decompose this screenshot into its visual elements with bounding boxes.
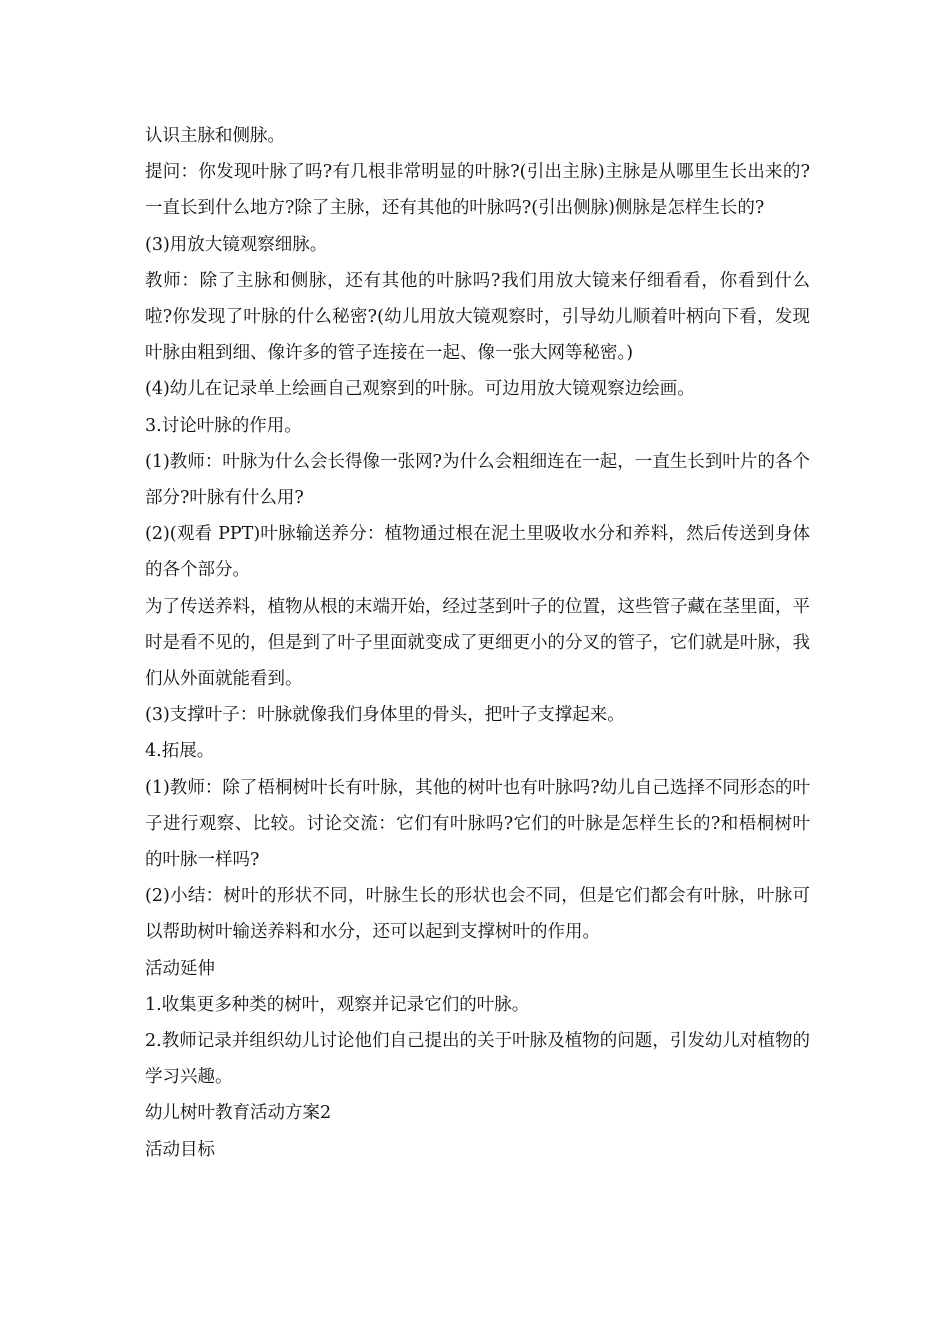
paragraph: (2)小结：树叶的形状不同，叶脉生长的形状也会不同，但是它们都会有叶脉，叶脉可以帮助树叶输送养料和水分，还可以起到支撑树叶的作用。 (145, 886, 810, 943)
section-heading: 活动延伸 (145, 958, 215, 979)
paragraph: 为了传送养料，植物从根的末端开始，经过茎到叶子的位置，这些管子藏在茎里面，平时是看不见的，但是到了叶子里面就变成了更细更小的分叉的管子，它们就是叶脉，我们从外面就能看到。 (145, 596, 810, 690)
paragraph: 认识主脉和侧脉。 (145, 126, 285, 146)
paragraph: 提问：你发现叶脉了吗?有几根非常明显的叶脉?(引出主脉)主脉是从哪里生长出来的?一直长到什么地方?除了主脉，还有其他的叶脉吗?(引出侧脉)侧脉是怎样生长的? (145, 162, 810, 219)
paragraph: (3)支撑叶子：叶脉就像我们身体里的骨头，把叶子支撑起来。 (145, 705, 625, 726)
paragraph: (1)教师：除了梧桐树叶长有叶脉，其他的树叶也有叶脉吗?幼儿自己选择不同形态的叶子进行观察、比较。讨论交流：它们有叶脉吗?它们的叶脉是怎样生长的?和梧桐树叶的叶脉一样吗? (145, 777, 810, 871)
section-heading: 3.讨论叶脉的作用。 (145, 415, 302, 436)
paragraph: 2.教师记录并组织幼儿讨论他们自己提出的关于叶脉及植物的问题，引发幼儿对植物的学习兴趣。 (145, 1031, 810, 1088)
paragraph: (3)用放大镜观察细脉。 (145, 234, 328, 255)
section-heading: 4.拓展。 (145, 741, 215, 762)
document-body (145, 118, 810, 1168)
paragraph: (1)教师：叶脉为什么会长得像一张网?为什么会粗细连在一起，一直生长到叶片的各个部分?叶脉有什么用? (145, 451, 810, 509)
document-title: 幼儿树叶教育活动方案2 (145, 1103, 332, 1124)
paragraph: (4)幼儿在记录单上绘画自己观察到的叶脉。可边用放大镜观察边绘画。 (145, 379, 695, 400)
paragraph: 1.收集更多种类的树叶，观察并记录它们的叶脉。 (145, 994, 530, 1015)
paragraph: 教师：除了主脉和侧脉，还有其他的叶脉吗?我们用放大镜来仔细看看，你看到什么啦?你发现了叶脉的什么秘密?(幼儿用放大镜观察时，引导幼儿顺着叶柄向下看，发现叶脉由粗到细、像许多的管子连接在一起、像一张大网等秘密。) (145, 270, 810, 364)
paragraph: (2)(观看 PPT)叶脉输送养分：植物通过根在泥土里吸收水分和养料，然后传送到身体的各个部分。 (145, 524, 810, 581)
section-heading: 活动目标 (145, 1139, 215, 1160)
